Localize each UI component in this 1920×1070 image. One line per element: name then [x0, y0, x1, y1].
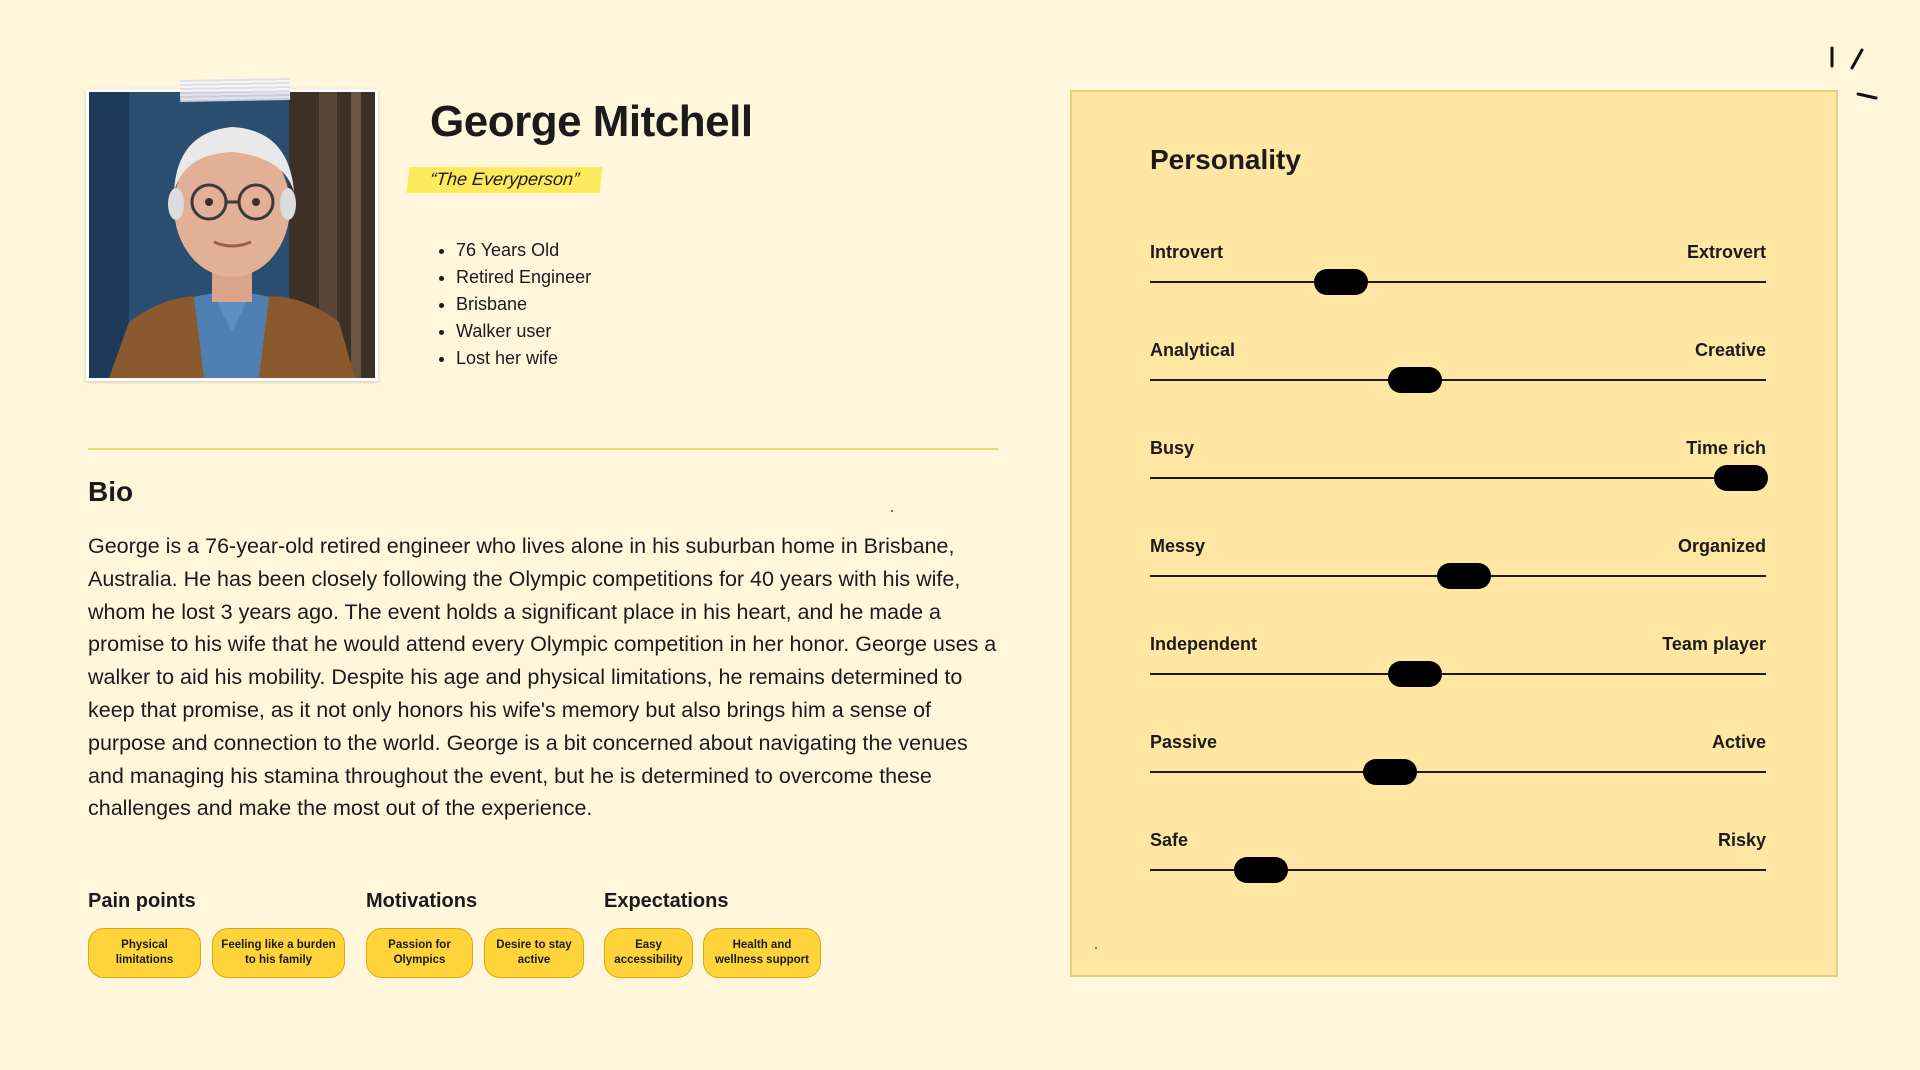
trait-slider-introvert-extrovert [1150, 242, 1766, 282]
trait-track [1150, 673, 1766, 675]
trait-left-label: Independent [1150, 634, 1257, 654]
trait-right-label: Extrovert [1686, 242, 1766, 262]
trait-slider-busy-timerich [1150, 438, 1766, 478]
portrait-illustration [89, 92, 375, 378]
trait-knob [1388, 661, 1442, 687]
trait-right-label: Organized [1677, 536, 1766, 556]
sparkle-doodle-icon [1822, 44, 1892, 104]
persona-name: George Mitchell [430, 97, 753, 146]
stray-dot [891, 510, 893, 512]
trait-track [1150, 771, 1766, 773]
trait-slider-passive-active [1150, 732, 1766, 772]
chip-easy-accessibility: Easy accessibility [604, 928, 693, 978]
fact-item: • Lost her wife [456, 345, 591, 372]
chip-feeling-burden: Feeling like a burden to his family [212, 928, 345, 978]
bio-text: George is a 76-year-old retired engineer who lives alone in his suburban home in Brisbane, Australia. He has been closely following the Olympic competitions for 40 years with his wife, whom he lost 3 years ago. The event holds a significant place in his heart, and he made a promise to his wife that he would attend every Olympic competition in her honor. George uses a walker to aid his mobility. Despite his age and physical limitations, he remains determined to keep that promise, as it not only honors his wife's memory but also brings him a sense of purpose and connection to the world. George is a bit concerned about navigating the venues and managing his stamina throughout the event, but he is determined to overcome these challenges and make the most out of the experience. [88, 534, 997, 821]
trait-knob [1437, 563, 1491, 589]
chip-stay-active: Desire to stay active [484, 928, 584, 978]
trait-left-label: Safe [1150, 830, 1189, 850]
trait-track [1150, 379, 1766, 381]
trait-right-label: Time rich [1686, 438, 1766, 458]
personality-heading: Personality [1150, 144, 1301, 175]
trait-track [1150, 477, 1766, 479]
trait-left-label: Busy [1150, 438, 1195, 458]
personality-panel [1070, 90, 1838, 977]
fact-item: • Walker user [456, 318, 591, 345]
chip-health-wellness: Health and wellness support [703, 928, 821, 978]
trait-knob [1388, 367, 1442, 393]
fact-item: • 76 Years Old [456, 237, 591, 264]
trait-left-label: Analytical [1150, 340, 1236, 360]
trait-track [1150, 281, 1766, 283]
trait-right-label: Team player [1662, 634, 1766, 654]
tape-decoration [180, 78, 290, 102]
persona-facts-list [440, 237, 591, 372]
trait-slider-analytical-creative [1150, 340, 1766, 380]
section-divider [88, 448, 998, 450]
trait-knob [1714, 465, 1768, 491]
bio-heading: Bio [88, 476, 134, 507]
trait-knob [1314, 269, 1368, 295]
trait-left-label: Introvert [1150, 242, 1224, 262]
persona-nickname: “The Everyperson” [407, 167, 603, 193]
chip-passion-olympics: Passion for Olympics [366, 928, 473, 978]
trait-slider-messy-organized [1150, 536, 1766, 576]
fact-item: • Retired Engineer [456, 264, 591, 291]
trait-right-label: Creative [1694, 340, 1766, 360]
trait-knob [1363, 759, 1417, 785]
motivations-heading: Motivations [366, 890, 478, 912]
pain-points-heading: Pain points [88, 890, 196, 912]
trait-knob [1234, 857, 1288, 883]
fact-item: • Brisbane [456, 291, 591, 318]
trait-left-label: Passive [1150, 732, 1218, 752]
expectations-heading: Expectations [604, 890, 729, 912]
stray-dot [1095, 947, 1097, 949]
profile-photo [89, 92, 375, 378]
trait-left-label: Messy [1150, 536, 1206, 556]
profile-photo-frame [86, 89, 378, 381]
chip-physical-limitations: Physical limitations [88, 928, 201, 978]
trait-slider-safe-risky [1150, 830, 1766, 870]
trait-right-label: Active [1711, 732, 1766, 752]
trait-right-label: Risky [1717, 830, 1766, 850]
trait-slider-independent-teamplayer [1150, 634, 1766, 674]
